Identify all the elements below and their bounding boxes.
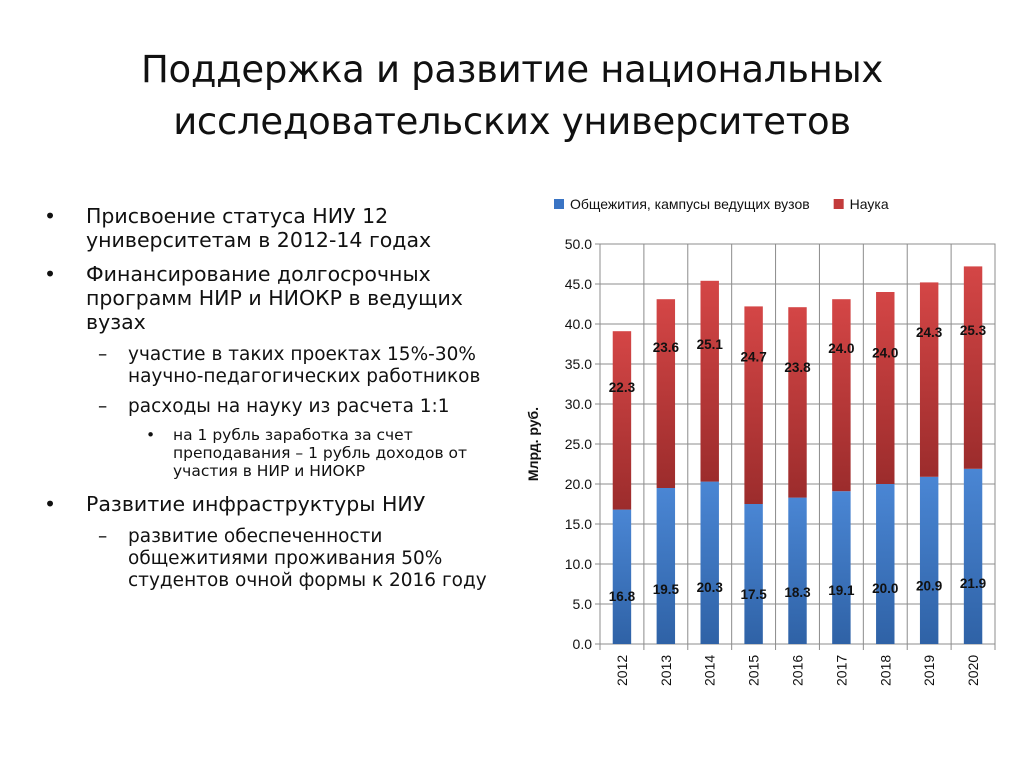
bullet-text: на 1 рубль заработка за счет преподавания – 1 рубль доходов от участия в НИР и НИОКР <box>173 426 468 480</box>
bullet-text: развитие обеспеченности общежитиями проживания 50% студентов очной формы к 2016 году <box>128 526 487 591</box>
bar-segment-dorms <box>964 469 982 644</box>
bar-segment-dorms <box>876 484 894 644</box>
y-tick-label: 50.0 <box>564 236 592 252</box>
data-label: 25.1 <box>696 337 723 353</box>
x-tick-label: 2018 <box>877 654 894 686</box>
bullet-level2-item <box>42 344 520 388</box>
y-axis-title: Млрд. руб. <box>525 406 541 482</box>
bullet-text: участие в таких проектах 15%-30% научно-педагогических работников <box>128 344 481 387</box>
slide-title-line-2: исследовательских университетов <box>173 100 851 143</box>
y-tick-label: 40.0 <box>564 316 592 332</box>
data-label: 18.3 <box>784 585 811 601</box>
bar-segment-dorms <box>744 504 762 644</box>
y-tick-label: 0.0 <box>572 636 592 652</box>
bar-segment-dorms <box>920 477 938 644</box>
bar-segment-science <box>920 282 938 476</box>
y-tick-label: 20.0 <box>564 476 592 492</box>
data-label: 24.0 <box>828 340 855 356</box>
data-label: 23.8 <box>784 359 811 375</box>
x-tick-label: 2012 <box>613 654 630 686</box>
bar-segment-science <box>657 299 675 488</box>
bullet-marker: • <box>44 204 57 228</box>
data-label: 19.5 <box>652 582 679 598</box>
data-label: 19.1 <box>828 583 855 599</box>
bar-segment-science <box>701 281 719 482</box>
y-tick-label: 25.0 <box>564 436 592 452</box>
bullet-text: Развитие инфраструктуры НИУ <box>86 492 426 516</box>
x-tick-label: 2020 <box>965 654 982 686</box>
data-label: 24.7 <box>740 349 767 365</box>
x-tick-label: 2013 <box>657 654 674 686</box>
bar-segment-dorms <box>832 491 850 644</box>
bar-segment-science <box>876 292 894 484</box>
legend-swatch-science <box>834 199 844 209</box>
bar-segment-science <box>788 307 806 497</box>
data-label: 24.0 <box>872 345 899 361</box>
data-label: 23.6 <box>652 340 679 356</box>
x-tick-label: 2017 <box>833 654 850 686</box>
bullet-marker: – <box>98 344 108 365</box>
legend-swatch-dorms <box>554 199 564 209</box>
bar-segment-science <box>744 306 762 504</box>
chart-legend <box>554 196 889 212</box>
bullet-marker: – <box>98 526 108 547</box>
x-tick-label: 2016 <box>789 654 806 686</box>
data-label: 24.3 <box>916 324 943 340</box>
slide-title-line-1: Поддержка и развитие национальных <box>140 48 884 91</box>
data-label: 17.5 <box>740 587 767 603</box>
bullet-level2-item <box>42 526 520 592</box>
slide-title <box>60 44 964 148</box>
bar-segment-science <box>613 331 631 509</box>
data-label: 20.9 <box>916 578 943 594</box>
data-label: 21.9 <box>959 575 987 591</box>
x-tick-label: 2014 <box>701 654 718 686</box>
x-tick-label: 2019 <box>921 654 938 686</box>
y-tick-label: 30.0 <box>564 396 592 412</box>
bullet-level3-item <box>42 426 520 480</box>
bullet-level1-item <box>42 204 520 252</box>
legend-label: Наука <box>849 196 889 212</box>
bullet-text: Присвоение статуса НИУ 12 университетам в 2012-14 годах <box>86 204 432 252</box>
y-tick-label: 45.0 <box>564 276 592 292</box>
data-label: 16.8 <box>608 588 636 604</box>
bullet-text: Финансирование долгосрочных программ НИР и НИОКР в ведущих вузах <box>86 262 463 334</box>
y-tick-label: 15.0 <box>564 516 592 532</box>
bar-segment-dorms <box>788 498 806 644</box>
legend-label: Общежития, кампусы ведущих вузов <box>570 196 810 212</box>
bullet-list <box>42 204 520 600</box>
stacked-bar-chart <box>510 190 1010 710</box>
bullet-level2-item <box>42 396 520 418</box>
bullet-marker: • <box>146 426 156 444</box>
bullet-level1-item <box>42 492 520 516</box>
y-tick-label: 10.0 <box>564 556 592 572</box>
data-label: 20.0 <box>872 580 899 596</box>
bullet-marker: • <box>44 492 57 516</box>
y-tick-label: 35.0 <box>564 356 592 372</box>
bar-segment-dorms <box>657 488 675 644</box>
bar-segment-dorms <box>701 482 719 644</box>
bar-segment-dorms <box>613 510 631 644</box>
bullet-marker: – <box>98 396 108 417</box>
bullet-level1-item <box>42 262 520 334</box>
data-label: 20.3 <box>696 580 723 596</box>
y-tick-label: 5.0 <box>572 596 592 612</box>
x-tick-label: 2015 <box>745 654 762 686</box>
data-label: 25.3 <box>959 323 987 339</box>
bullet-marker: • <box>44 262 57 286</box>
data-label: 22.3 <box>608 379 636 395</box>
bullet-text: расходы на науку из расчета 1:1 <box>128 396 450 417</box>
bar-segment-science <box>964 266 982 468</box>
bar-segment-science <box>832 299 850 491</box>
